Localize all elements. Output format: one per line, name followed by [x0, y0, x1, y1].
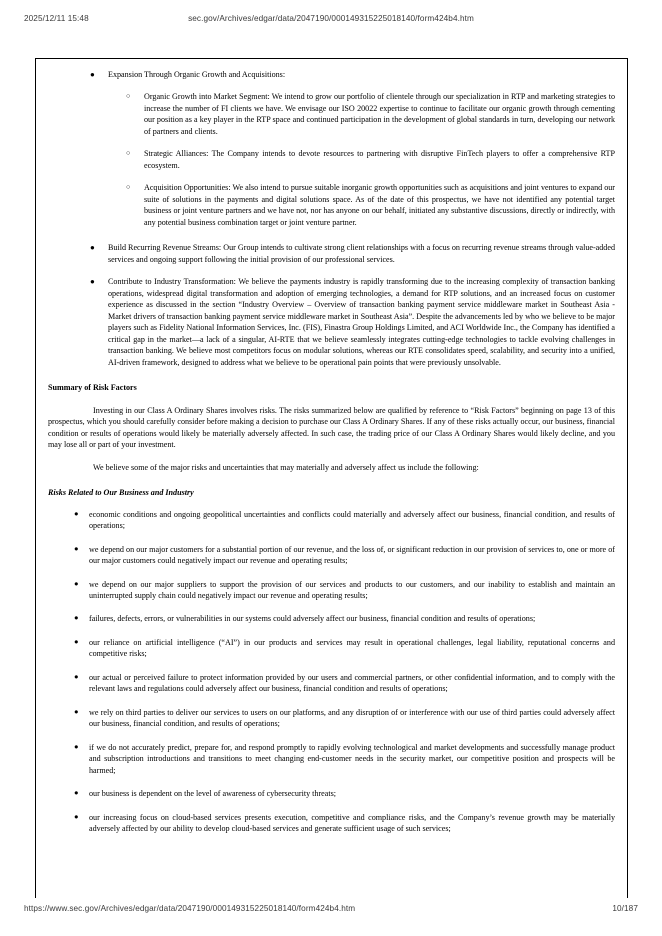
bullet-filled-icon: ●	[74, 788, 79, 798]
risk-item-label: if we do not accurately predict, prepare for, and respond promptly to rapidly evolving technological and market developments and successfully manage product and subscription introductions and transitions to meet changing end-customer needs in the security market, our competitive position and prospects will be harmed;	[89, 742, 615, 775]
risk-item-label: failures, defects, errors, or vulnerabilities in our systems could adversely affect our business, financial condition and results of operations;	[89, 614, 536, 624]
strategy-subitem-label: Strategic Alliances: The Company intends to devote resources to partnering with disruptive FinTech players to offer a comprehensive RTP ecosystem.	[144, 149, 615, 170]
list-item	[48, 637, 615, 660]
strategy-item-label: Expansion Through Organic Growth and Acquisitions:	[108, 70, 286, 79]
print-footer	[0, 904, 662, 918]
risk-summary-heading: Summary of Risk Factors	[48, 383, 137, 393]
strategy-item-label: Build Recurring Revenue Streams: Our Group intends to cultivate strong client relationships with a focus on recurring revenue streams through value-added services and ongoing support following the initial provision of our professional services.	[108, 243, 615, 264]
risk-item-label: we depend on our major customers for a substantial portion of our revenue, and the loss of, or significant reduction in our provision of services to, one or more of our major customers could negatively impact our revenue and operating results;	[89, 544, 615, 566]
bullet-filled-icon: ●	[74, 671, 79, 681]
bullet-hollow-icon: ○	[126, 92, 131, 101]
list-item	[108, 182, 615, 228]
list-item	[48, 579, 615, 602]
risk-summary-paragraph-1: Investing in our Class A Ordinary Shares involves risks. The risks summarized below are qualified by reference to “Risk Factors” beginning on page 13 of this prospectus, which you should carefully consider before making a decision to purchase our Class A Ordinary Shares. If any of these risks actually occur, our business, financial condition or results of operations would likely be materially adversely affected. In such case, the trading price of our Class A Ordinary Shares would likely decline, and you may lose all or part of your investment.	[48, 405, 615, 450]
list-item	[48, 707, 615, 730]
print-footer-page-number: 10/187	[612, 904, 638, 913]
document-page-frame	[35, 58, 628, 898]
risk-item-label: our actual or perceived failure to protect information provided by our users and commercial partners, or other confidential information, and to comply with the relevant laws and regulations could adversely affect our business, financial condition and results of operations;	[89, 672, 615, 694]
list-item	[108, 148, 615, 171]
risks-business-industry-subheading: Risks Related to Our Business and Industry	[48, 488, 194, 498]
bullet-hollow-icon: ○	[126, 149, 131, 158]
risk-item-label: our increasing focus on cloud-based services presents execution, competitive and compliance risks, and the Company’s revenue growth may be materially adversely affected by our ability to develop cloud-based services and generate sufficient usage of such services;	[89, 812, 615, 834]
list-item	[48, 242, 615, 265]
document-body	[36, 59, 627, 835]
list-item	[48, 69, 615, 228]
print-header-url: sec.gov/Archives/edgar/data/2047190/000149315225018140/form424b4.htm	[188, 14, 474, 23]
risk-item-label: we rely on third parties to deliver our services to users on our platforms, and any disruption of or interference with our use of third parties could adversely affect our business, financial condition, and results of operations;	[89, 707, 615, 729]
risk-list	[48, 509, 615, 835]
risk-item-label: we depend on our major suppliers to support the provision of our services and products to our customers, and our inability to establish and maintain an uninterrupted supply chain could negatively impact our revenue and operating results;	[89, 579, 615, 600]
bullet-filled-icon: ●	[74, 636, 79, 646]
list-item	[48, 742, 615, 776]
bullet-filled-icon: ●	[74, 613, 79, 623]
bullet-hollow-icon: ○	[126, 183, 131, 192]
risk-summary-paragraph-2: We believe some of the major risks and uncertainties that may materially and adversely affect us include the following:	[93, 462, 479, 472]
bullet-filled-icon: ●	[90, 70, 95, 79]
print-footer-url-link[interactable]: https://www.sec.gov/Archives/edgar/data/2047190/000149315225018140/form424b4.htm	[24, 904, 356, 913]
print-header	[0, 14, 662, 28]
bullet-filled-icon: ●	[90, 243, 95, 253]
list-item	[108, 91, 615, 137]
list-item	[48, 276, 615, 368]
bullet-filled-icon: ●	[74, 811, 79, 821]
strategy-subitem-label: Acquisition Opportunities: We also intend to pursue suitable inorganic growth opportunities such as acquisitions and joint ventures to expand our suite of solutions in the payments and digital solutions space. As of the date of this prospectus, we have not identified any potential target business or joint venture partners and we have not, nor has anyone on our behalf, initiated any substantive discussions, directly or indirectly, with any potential business combination target or joint venture partner.	[144, 183, 615, 227]
bullet-filled-icon: ●	[74, 578, 79, 588]
strategy-sublist	[108, 91, 615, 228]
bullet-filled-icon: ●	[90, 277, 95, 287]
risk-item-label: economic conditions and ongoing geopolitical uncertainties and conflicts could materially and adversely affect our business, financial condition, and results of operations;	[89, 509, 615, 531]
list-item	[48, 812, 615, 835]
risk-item-label: our business is dependent on the level of awareness of cybersecurity threats;	[89, 789, 337, 799]
strategy-item-label: Contribute to Industry Transformation: We believe the payments industry is rapidly transforming due to the increasing complexity of transaction banking operations, widespread digital transformation and adoption of emerging technologies, a demand for RTP solutions, and an increased focus on customer experience as discussed in the section “Industry Overview – Overview of transaction banking payment service middleware market in Southeast Asia - Market drivers of transaction banking payment service middleware market in Southeast Asia”. Despite the advancements led by who we believe to be major players such as Fidelity National Information Services, Inc. (FIS), Finastra Group Holdings Limited, and ACI Worldwide Inc., the Company has identified a critical gap in the market—a lack of a singular, AI-RTE that we believe seamlessly integrates cutting-edge technologies to tackle evolving challenges in transaction banking. We believe most competitors focus on modular solutions, whereas our RTE consolidates speed, scalability, and security into a unified, AI-driven framework, designed to address what we believe to be operational pain points that were previously unsolvable.	[108, 277, 615, 367]
bullet-filled-icon: ●	[74, 741, 79, 751]
risk-item-label: our reliance on artificial intelligence (“AI”) in our products and services may result in operational challenges, legal liability, reputational concerns and competitive risks;	[89, 637, 615, 659]
list-item	[48, 788, 615, 799]
list-item	[48, 672, 615, 695]
bullet-filled-icon: ●	[74, 706, 79, 716]
strategy-subitem-label: Organic Growth into Market Segment: We intend to grow our portfolio of clientele through our specialization in RTP and marketing strategies to increase the number of FI clients we have. We envisage our ISO 20022 expertise to continue to facilitate our organic growth through cementing our position as a key player in the RTP space and continued participation in the development of global standards in turn, developing our network of partners and clients.	[144, 92, 615, 136]
list-item	[48, 544, 615, 567]
list-item	[48, 613, 615, 624]
list-item	[48, 509, 615, 532]
bullet-filled-icon: ●	[74, 543, 79, 553]
bullet-filled-icon: ●	[74, 508, 79, 518]
strategy-list	[48, 69, 615, 368]
print-header-timestamp: 2025/12/11 15:48	[24, 14, 89, 23]
